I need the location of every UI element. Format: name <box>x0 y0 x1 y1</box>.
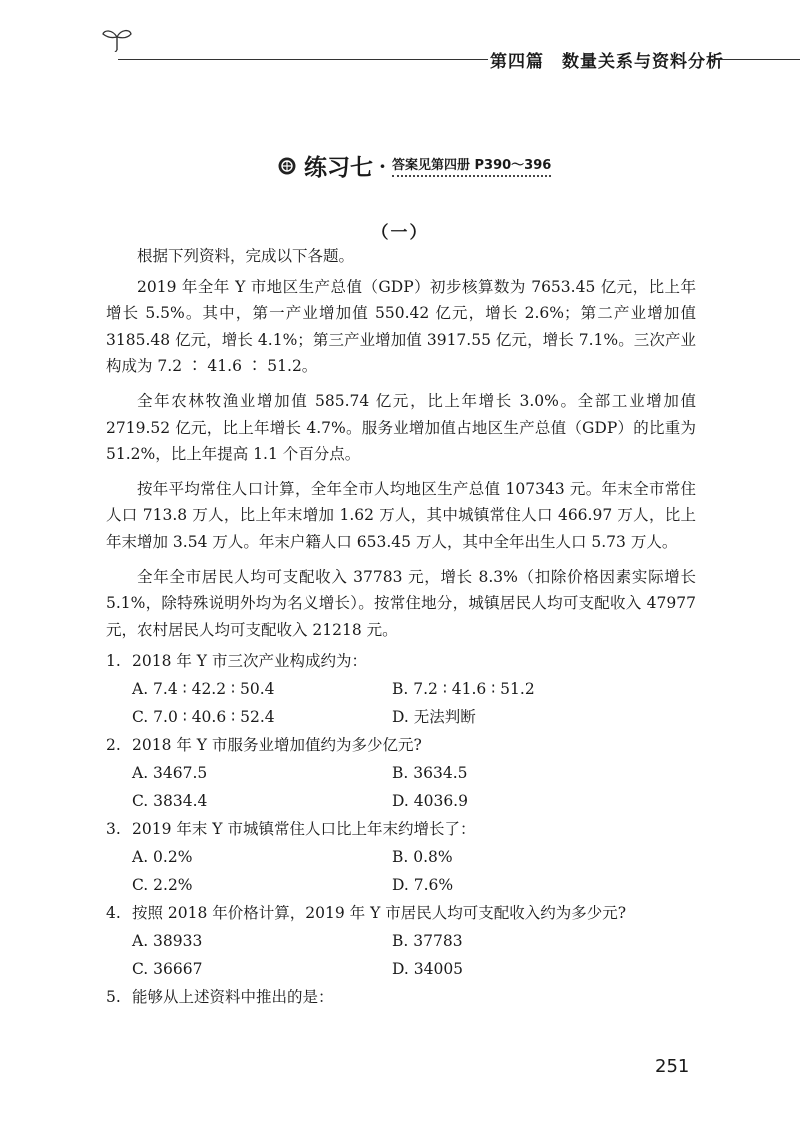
question-stem <box>106 647 706 675</box>
question-stem <box>106 815 706 843</box>
header-part: 第四篇 <box>490 52 544 72</box>
question-stem <box>106 731 706 759</box>
option-b[interactable]: B. 0.8% <box>392 848 453 866</box>
running-header <box>100 26 800 72</box>
option-d[interactable]: D. 34005 <box>392 960 464 978</box>
header-section-title: 数量关系与资料分析 <box>562 52 724 72</box>
question-number: 4. <box>106 904 121 922</box>
option-c[interactable]: C. 36667 <box>132 960 203 978</box>
option-row <box>106 675 706 703</box>
question-4 <box>106 899 706 983</box>
option-row <box>106 871 706 899</box>
option-b[interactable]: B. 37783 <box>392 932 463 950</box>
sprout-icon <box>100 26 134 52</box>
passage-paragraph: 按年平均常住人口计算，全年全市人均地区生产总值 107343 元。年末全市常住人口 713.8 万人，比上年末增加 1.62 万人，其中城镇常住人口 466.97 万人，比上年末增加 3.54 万人。年末户籍人口 653.45 万人，其中全年出生人口 5.73 万人。 <box>106 479 696 551</box>
question-list <box>106 647 706 1011</box>
question-5 <box>106 983 706 1011</box>
question-number: 5. <box>106 988 121 1006</box>
option-c[interactable]: C. 3834.4 <box>132 792 208 810</box>
question-number: 1. <box>106 652 121 670</box>
question-text: 2018 年 Y 市三次产业构成约为： <box>132 652 367 670</box>
option-d[interactable]: D. 无法判断 <box>392 708 476 726</box>
question-stem <box>106 899 706 927</box>
option-a[interactable]: A. 38933 <box>132 932 203 950</box>
header-rule-right <box>710 59 800 60</box>
option-a[interactable]: A. 0.2% <box>132 848 193 866</box>
option-c[interactable]: C. 7.0 ∶ 40.6 ∶ 52.4 <box>132 708 275 726</box>
passage-paragraph: 2019 年全年 Y 市地区生产总值（GDP）初步核算数为 7653.45 亿元，比上年增长 5.5%。其中，第一产业增加值 550.42 亿元，增长 2.6%；第二产业增加值 3185.48 亿元，增长 4.1%；第三产业增加值 3917.55 亿元，增长 7.1%。三次产业构成为 7.2 ∶ 41.6 ∶ 51.2。 <box>106 277 696 376</box>
question-text: 2019 年末 Y 市城镇常住人口比上年末约增长了： <box>132 820 476 838</box>
option-a[interactable]: A. 3467.5 <box>132 764 208 782</box>
passage-heading: （一） <box>371 223 429 243</box>
question-text: 2018 年 Y 市服务业增加值约为多少亿元? <box>132 736 422 754</box>
question-text: 按照 2018 年价格计算，2019 年 Y 市居民人均可支配收入约为多少元? <box>132 904 627 922</box>
exercise-title <box>278 149 551 182</box>
passage-paragraph: 全年农林牧渔业增加值 585.74 亿元，比上年增长 3.0%。全部工业增加值 2719.52 亿元，比上年增长 4.7%。服务业增加值占地区生产总值（GDP）的比重为 51.2%，比上年提高 1.1 个百分点。 <box>106 391 696 464</box>
question-3 <box>106 815 706 899</box>
option-b[interactable]: B. 7.2 ∶ 41.6 ∶ 51.2 <box>392 680 535 698</box>
option-a[interactable]: A. 7.4 ∶ 42.2 ∶ 50.4 <box>132 680 275 698</box>
passage-paragraph: 全年全市居民人均可支配收入 37783 元，增长 8.3%（扣除价格因素实际增长 5.1%，除特殊说明外均为名义增长）。按常住地分，城镇居民人均可支配收入 47977 元，农村居民人均可支配收入 21218 元。 <box>106 567 696 639</box>
page-number: 251 <box>655 1056 690 1077</box>
question-text: 能够从上述资料中推出的是： <box>132 988 334 1006</box>
exercise-title-text: 练习七 <box>304 155 373 181</box>
question-number: 2. <box>106 736 121 754</box>
option-row <box>106 787 706 815</box>
flower-badge-icon <box>278 157 296 175</box>
option-d[interactable]: D. 4036.9 <box>392 792 468 810</box>
passage-body <box>106 243 696 651</box>
option-row <box>106 927 706 955</box>
question-number: 3. <box>106 820 121 838</box>
header-title <box>490 47 724 72</box>
option-b[interactable]: B. 3634.5 <box>392 764 468 782</box>
title-separator: · <box>379 153 386 178</box>
option-row <box>106 703 706 731</box>
option-d[interactable]: D. 7.6% <box>392 876 454 894</box>
option-c[interactable]: C. 2.2% <box>132 876 193 894</box>
option-row <box>106 759 706 787</box>
header-rule-left <box>118 59 488 60</box>
option-row <box>106 843 706 871</box>
question-2 <box>106 731 706 815</box>
answer-reference: 答案见第四册 P390～396 <box>392 154 551 177</box>
passage-intro: 根据下列资料，完成以下各题。 <box>137 247 355 265</box>
question-stem <box>106 983 706 1011</box>
option-row <box>106 955 706 983</box>
question-1 <box>106 647 706 731</box>
